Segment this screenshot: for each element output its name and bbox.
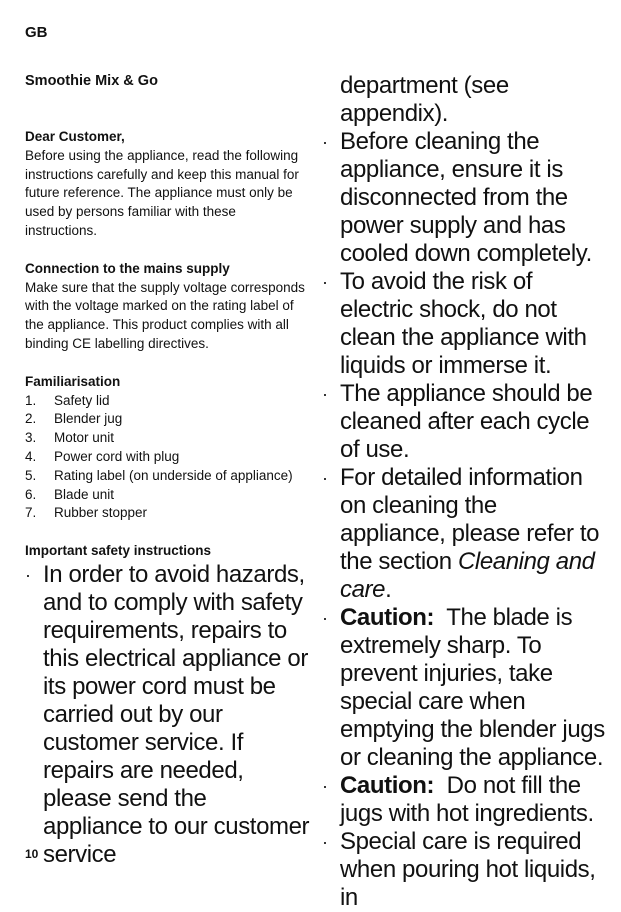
bullet-icon: · <box>322 132 328 152</box>
safety-item-text: Special care is required when pouring hot liquids, in <box>340 828 596 911</box>
item-number: 3. <box>25 430 37 446</box>
bullet-icon: · <box>25 564 31 585</box>
mains-heading: Connection to the mains supply <box>25 260 230 276</box>
safety-item <box>322 268 607 380</box>
safety-item <box>25 561 310 869</box>
bullet-icon: · <box>322 832 328 852</box>
safety-item-body <box>340 604 607 772</box>
safety-item-text: In order to avoid hazards, and to comply with safety requirements, repairs to this electrical appliance or its power cord must be carried out by our customer service. If repairs are needed, please send the appliance to our customer service <box>43 560 310 868</box>
list-item <box>25 448 310 467</box>
item-number: 2. <box>25 411 37 427</box>
item-number: 6. <box>25 486 37 502</box>
item-label: Power cord with plug <box>54 448 180 464</box>
item-label: Motor unit <box>54 430 115 446</box>
page-number: 10 <box>25 847 39 861</box>
mains-text: Make sure that the supply voltage corresponds with the voltage marked on the rating label of the appliance. This product complies with all binding CE labelling directives. <box>25 279 305 351</box>
safety-item <box>322 380 607 464</box>
item-label: Safety lid <box>54 392 110 408</box>
item-label: Rating label (on underside of appliance) <box>54 467 293 483</box>
list-item <box>25 429 310 448</box>
parts-list <box>25 392 310 524</box>
sentence-end: . <box>385 576 392 603</box>
list-item <box>25 392 310 411</box>
right-column <box>322 72 607 912</box>
safety-item-text: Do not fill the jugs with hot ingredients. <box>340 772 594 827</box>
safety-list-right <box>322 128 607 912</box>
safety-item <box>322 772 607 828</box>
safety-item-text: Before cleaning the appliance, ensure it is disconnected from the power supply and has cooled down completely. <box>340 128 592 267</box>
safety-heading: Important safety instructions <box>25 543 212 559</box>
caution-label: Caution: <box>340 604 435 631</box>
safety-item-text: The appliance should be cleaned after each cycle of use. <box>340 380 593 463</box>
product-title: Smoothie Mix & Go <box>25 73 158 89</box>
bullet-icon: · <box>322 608 328 628</box>
bullet-icon: · <box>322 776 328 796</box>
caution-label: Caution: <box>340 772 435 799</box>
item-label: Rubber stopper <box>54 505 148 521</box>
safety-continuation: department (see appendix). <box>340 72 509 127</box>
safety-item-text: For detailed information on cleaning the appliance, please refer to the section <box>340 464 600 575</box>
safety-item-text: The blade is extremely sharp. To prevent injuries, take special care when emptying the blender jugs or cleaning the appliance. <box>340 604 605 771</box>
safety-item-body <box>340 464 607 604</box>
list-item <box>25 504 310 523</box>
safety-item-text: To avoid the risk of electric shock, do not clean the appliance with liquids or immerse it. <box>340 268 587 379</box>
item-label: Blade unit <box>54 486 115 502</box>
safety-item <box>322 128 607 268</box>
left-column <box>25 72 310 869</box>
section-reference: Cleaning and care <box>340 548 595 603</box>
language-code: GB <box>25 24 48 41</box>
item-number: 5. <box>25 467 37 483</box>
item-number: 4. <box>25 448 37 464</box>
familiarisation-heading: Familiarisation <box>25 373 121 389</box>
intro-text: Before using the appliance, read the following instructions carefully and keep this manual for future reference. The appliance must only be used by persons familiar with these instructions. <box>25 147 299 238</box>
safety-item <box>322 604 607 772</box>
safety-list-left <box>25 561 310 869</box>
item-number: 1. <box>25 392 37 408</box>
list-item <box>25 410 310 429</box>
intro-heading: Dear Customer, <box>25 129 125 144</box>
safety-item <box>322 464 607 604</box>
list-item <box>25 486 310 505</box>
item-label: Blender jug <box>54 411 123 427</box>
item-number: 7. <box>25 505 37 521</box>
bullet-icon: · <box>322 384 328 404</box>
bullet-icon: · <box>322 468 328 488</box>
safety-item-body <box>340 772 607 828</box>
safety-item <box>322 828 607 912</box>
list-item <box>25 467 310 486</box>
bullet-icon: · <box>322 272 328 292</box>
